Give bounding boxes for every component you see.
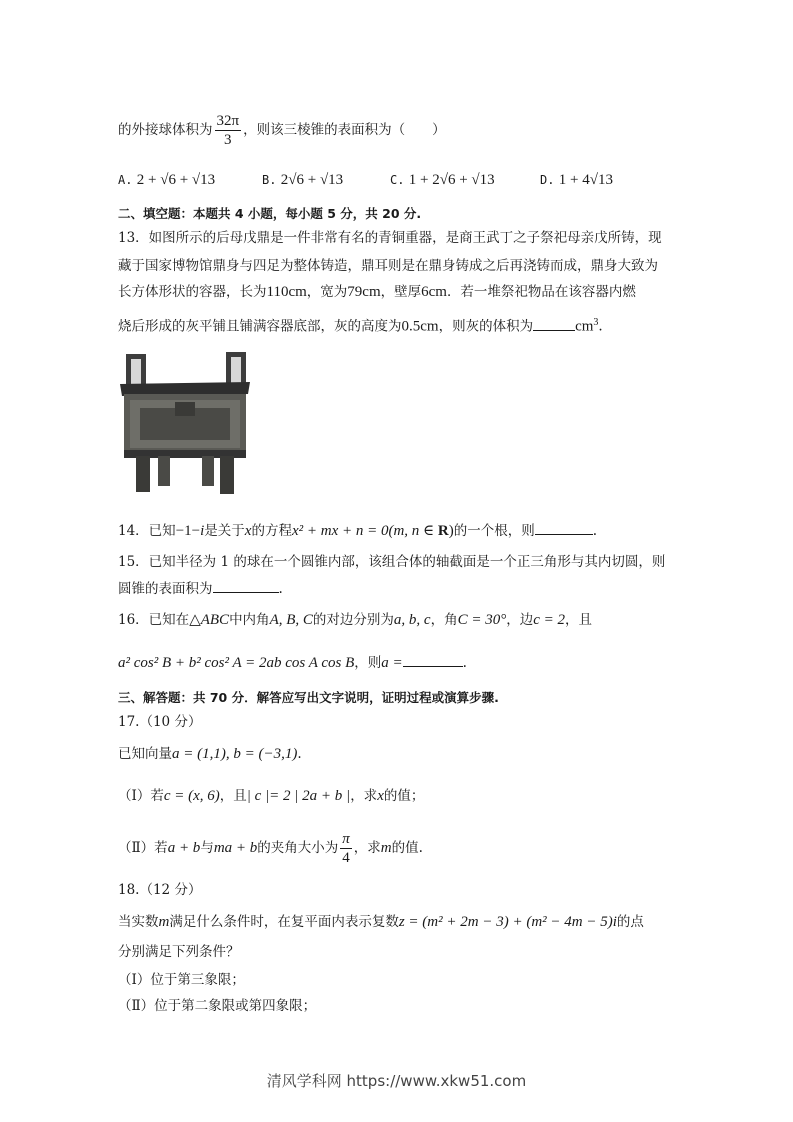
q14-text: 是关于: [204, 523, 245, 539]
q16-answer-blank[interactable]: [403, 652, 463, 667]
q18-stem-line-1: [118, 912, 644, 932]
q13-thickness: 6cm: [421, 284, 447, 300]
option-a-value: 2 + √6 + √13: [136, 172, 216, 188]
option-a-label: A.: [118, 173, 133, 187]
volume-fraction: [215, 112, 242, 149]
fraction-numerator: π: [342, 831, 350, 847]
q13-unit: cm: [575, 318, 594, 335]
option-d: [540, 172, 613, 189]
q17-text: 的夹角大小为: [257, 840, 339, 856]
q14-imag-unit: i: [200, 523, 205, 539]
q15-text: 圆锥的表面积为: [118, 581, 213, 597]
q14-root: −1−: [175, 523, 201, 539]
q16-line-2: [118, 652, 467, 673]
q17-text: 与: [200, 840, 214, 856]
q12-stem-text: 的外接球体积为: [118, 122, 213, 138]
q17-var: x: [377, 788, 384, 804]
q16-sides: a, b, c: [393, 612, 431, 628]
q13-text: 烧后形成的灰平铺且铺满容器底部，灰的高度为: [118, 318, 402, 335]
q13-line-3: [118, 282, 636, 302]
section-2-heading: 二、填空题：本题共 4 小题，每小题 5 分，共 20 分.: [118, 206, 422, 221]
option-b: [262, 172, 343, 189]
option-d-value: 1 + 4√13: [558, 172, 613, 188]
section-3-heading: 三、解答题：共 70 分．解答应写出文字说明，证明过程或演算步骤.: [118, 690, 499, 705]
q17-part-1: [118, 786, 424, 806]
q17-text: （Ⅰ）若: [118, 788, 164, 804]
q13-period: .: [598, 318, 603, 335]
q16-text: ，且: [565, 612, 592, 628]
q13-length: 110cm: [266, 284, 307, 300]
q17-text: ，且: [219, 788, 247, 804]
q13-answer-blank[interactable]: [533, 316, 575, 331]
option-c: [390, 172, 495, 189]
q18-heading: 18.（12 分）: [118, 882, 202, 898]
q17-var-m: m: [380, 840, 392, 856]
q14-paren: ): [448, 523, 454, 539]
q17-part-2: [118, 828, 423, 868]
q13-line-1: 13．如图所示的后母戊鼎是一件非常有名的青铜重器，是商王武丁之子祭祀母亲戊所铸，现: [118, 230, 662, 246]
q18-part-1: （Ⅰ）位于第三象限；: [118, 972, 245, 988]
q17-vectors: a = (1,1), b = (−3,1): [172, 746, 298, 762]
q16-text: 16．已知在: [118, 612, 190, 628]
q13-line-2: 藏于国家博物馆鼎身与四足为整体铸造，鼎耳则是在鼎身铸成之后再浇铸而成，鼎身大致为: [118, 258, 658, 274]
q17-text: 已知向量: [118, 746, 172, 762]
q17-vector-c: c = (x, 6): [163, 788, 220, 804]
q13-text: ，宽为: [306, 284, 348, 300]
q17-text: （Ⅱ）若: [118, 840, 168, 856]
option-a: [118, 172, 215, 189]
q13-text: ．若一堆祭祀物品在该容器内燃: [446, 284, 636, 300]
q17-sum: a + b: [167, 840, 201, 856]
q13-line-4: [118, 313, 603, 337]
angle-fraction: [340, 830, 352, 867]
q14-equation: x² + mx + n = 0(m, n ∈: [291, 523, 438, 539]
bronze-ding-image: [120, 350, 250, 498]
q14-answer-blank[interactable]: [535, 520, 593, 535]
q17-sum-m: ma + b: [213, 840, 258, 856]
q15-line-2: [118, 578, 283, 599]
q13-text: 长方体形状的容器，长为: [118, 284, 267, 300]
q16-equation: a² cos² B + b² cos² A = 2ab cos A cos B: [118, 655, 355, 671]
q17-text: 的值；: [383, 788, 425, 804]
q18-text: 的点: [616, 914, 644, 930]
q16-text: ，边: [506, 612, 534, 628]
q14-line: [118, 520, 597, 541]
q12-stem-tail: ，则该三棱锥的表面积为（ ）: [243, 122, 446, 138]
q17-given: [118, 744, 302, 764]
q15-answer-blank[interactable]: [213, 578, 279, 593]
option-c-label: C.: [390, 173, 405, 187]
q15-period: .: [278, 581, 283, 597]
fraction-numerator: 32π: [216, 113, 240, 129]
q18-stem-line-2: 分别满足下列条件？: [118, 944, 240, 960]
q16-ask: a =: [381, 655, 403, 671]
q18-part-2: （Ⅱ）位于第二象限或第四象限；: [118, 998, 317, 1014]
q18-text: 满足什么条件时，在复平面内表示复数: [169, 914, 399, 930]
q17-period: .: [297, 746, 302, 762]
option-b-value: 2√6 + √13: [280, 172, 344, 188]
q16-text: 的对边分别为: [312, 612, 394, 628]
q14-text: 的一个根，则: [453, 523, 535, 539]
q16-period: .: [462, 655, 467, 671]
footer-watermark: 清风学科网 https://www.xkw51.com: [266, 1072, 527, 1090]
q17-condition: | c |= 2 | 2a + b |: [246, 788, 351, 804]
q16-angles: A, B, C: [269, 612, 313, 628]
q13-text: ，则灰的体积为: [438, 318, 534, 335]
q16-triangle: △ABC: [189, 612, 230, 628]
q14-text: 14．已知: [118, 523, 176, 539]
fraction-denominator: 3: [224, 132, 232, 148]
q16-text: ，角: [430, 612, 458, 628]
q18-text: 当实数: [118, 914, 159, 930]
q14-var: x: [244, 523, 252, 539]
option-b-label: B.: [262, 173, 277, 187]
q15-line-1: 15．已知半径为 1 的球在一个圆锥内部，该组合体的轴截面是一个正三角形与其内切圆，则: [118, 554, 666, 570]
q13-text: ，壁厚: [380, 284, 422, 300]
q16-line-1: [118, 610, 592, 630]
q14-period: .: [592, 523, 598, 539]
q13-ash-height: 0.5cm: [401, 318, 439, 335]
q16-angle-c: C = 30°: [457, 612, 507, 628]
fraction-denominator: 4: [342, 850, 350, 866]
q12-stem-line: [118, 108, 446, 152]
q16-side-c: c = 2: [533, 612, 565, 628]
q16-text: 中内角: [229, 612, 270, 628]
q18-var-m: m: [158, 914, 170, 930]
q16-text: ，则: [354, 655, 382, 671]
q17-text: ，求: [353, 840, 381, 856]
option-c-value: 1 + 2√6 + √13: [408, 172, 495, 188]
q17-text: 的值.: [391, 840, 423, 856]
q17-text: ，求: [350, 788, 378, 804]
q18-complex-number: z = (m² + 2m − 3) + (m² − 4m − 5)i: [398, 914, 617, 930]
q14-text: 的方程: [251, 523, 292, 539]
q14-reals: R: [437, 523, 449, 539]
q13-width: 79cm: [347, 284, 381, 300]
q17-heading: 17.（10 分）: [118, 714, 202, 730]
option-d-label: D.: [540, 173, 555, 187]
q13-unit-exponent: 3: [593, 317, 599, 328]
